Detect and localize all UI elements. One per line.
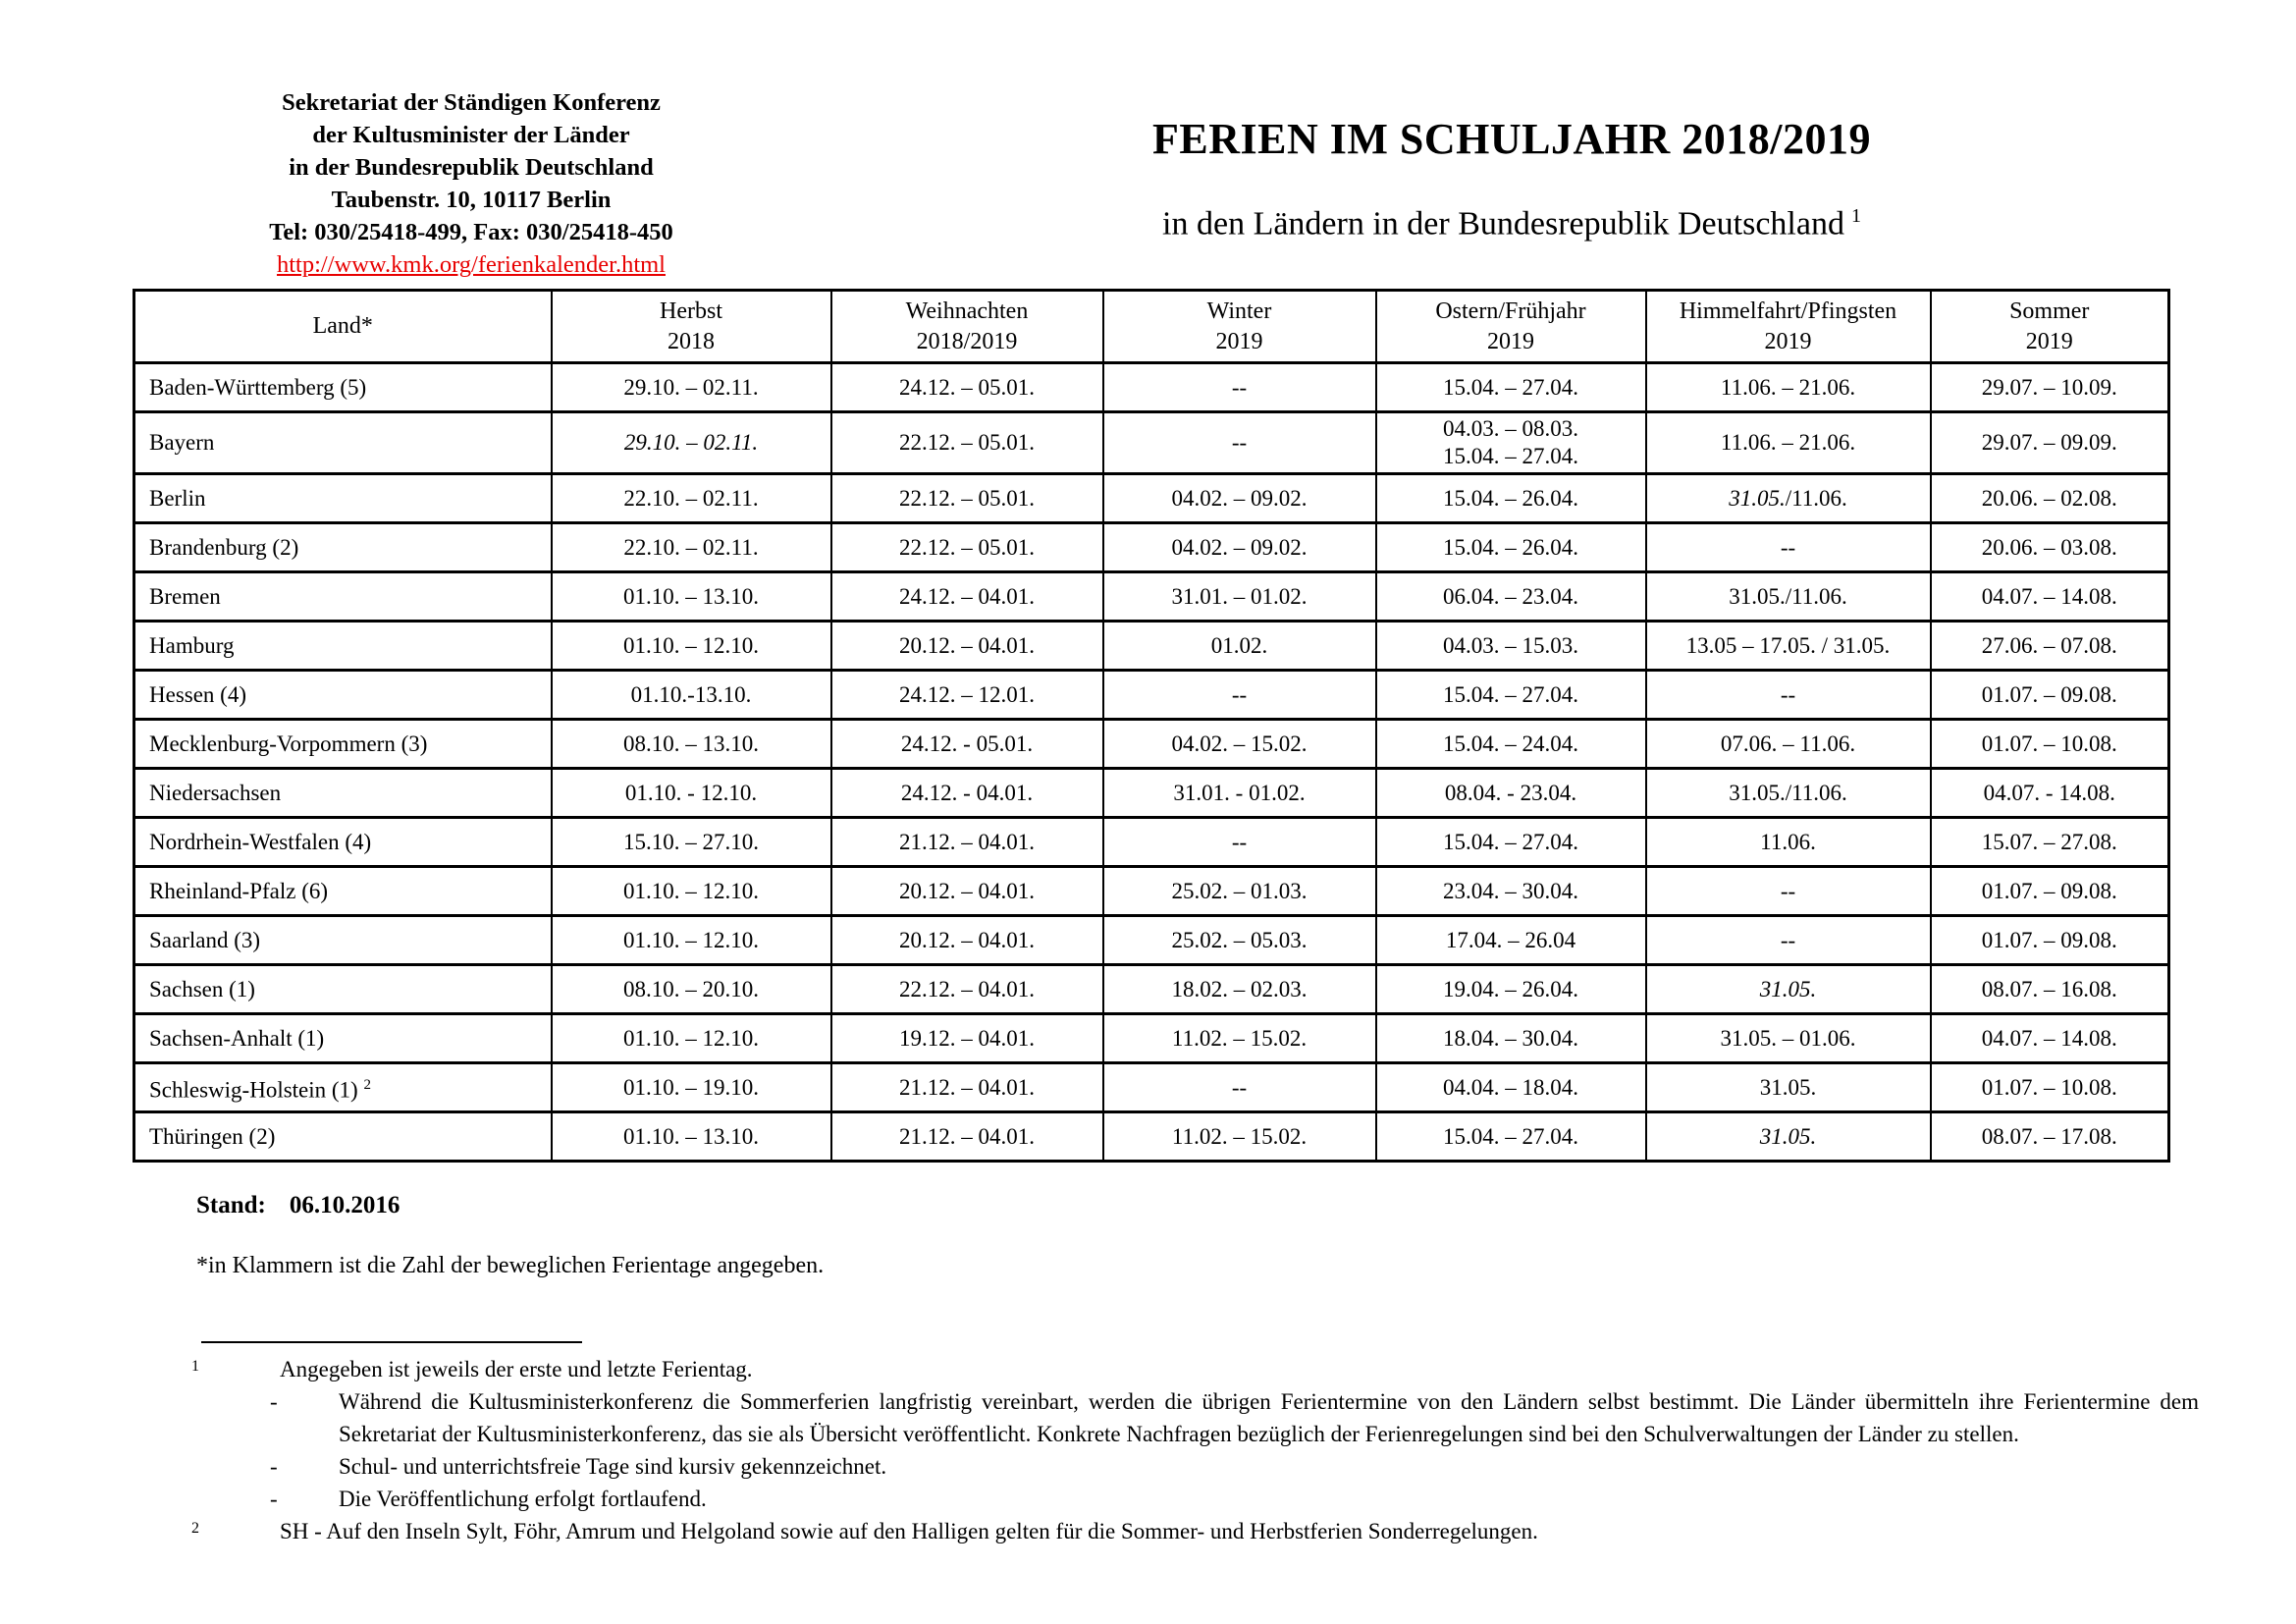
weihnachten-cell: 19.12. – 04.01. — [831, 1014, 1103, 1063]
winter-cell: 01.02. — [1103, 622, 1376, 671]
sender-address-block — [182, 86, 761, 281]
himmelfahrt-cell: -- — [1646, 523, 1931, 572]
himmelfahrt-cell: 31.05./11.06. — [1646, 474, 1931, 523]
himmelfahrt-cell: 31.05./11.06. — [1646, 769, 1931, 818]
page-title: FERIEN IM SCHULJAHR 2018/2019 — [1152, 115, 1871, 163]
weihnachten-cell: 20.12. – 04.01. — [831, 916, 1103, 965]
land-cell: Rheinland-Pfalz (6) — [134, 867, 552, 916]
herbst-cell: 22.10. – 02.11. — [552, 474, 831, 523]
ostern-cell: 18.04. – 30.04. — [1376, 1014, 1646, 1063]
stand-value: 06.10.2016 — [289, 1192, 400, 1218]
ostern-cell: 08.04. - 23.04. — [1376, 769, 1646, 818]
sender-line-4: Taubenstr. 10, 10117 Berlin — [331, 187, 612, 213]
sender-line-1: Sekretariat der Ständigen Konferenz — [282, 89, 661, 116]
himmelfahrt-cell: -- — [1646, 671, 1931, 720]
herbst-cell: 01.10. – 13.10. — [552, 1112, 831, 1162]
table-row — [134, 720, 2169, 769]
winter-cell: 04.02. – 09.02. — [1103, 474, 1376, 523]
table-row — [134, 769, 2169, 818]
winter-cell: -- — [1103, 818, 1376, 867]
ostern-cell: 15.04. – 27.04. — [1376, 1112, 1646, 1162]
herbst-cell: 08.10. – 20.10. — [552, 965, 831, 1014]
table-row — [134, 818, 2169, 867]
winter-cell: 04.02. – 15.02. — [1103, 720, 1376, 769]
winter-cell: -- — [1103, 363, 1376, 412]
ostern-cell: 15.04. – 26.04. — [1376, 474, 1646, 523]
footnote-ref-1: 1 — [1850, 205, 1861, 227]
winter-cell: 18.02. – 02.03. — [1103, 965, 1376, 1014]
sommer-cell: 01.07. – 09.08. — [1931, 671, 2169, 720]
col-header-sommer: Sommer 2019 — [1931, 291, 2169, 363]
weihnachten-cell: 24.12. – 04.01. — [831, 572, 1103, 622]
himmelfahrt-cell: 31.05./11.06. — [1646, 572, 1931, 622]
himmelfahrt-cell: 31.05. — [1646, 1063, 1931, 1112]
footnote-2-text: SH - Auf den Inseln Sylt, Föhr, Amrum und Helgoland sowie auf den Halligen gelten für die Sommer- und Herbstferien Sonderregelungen. — [280, 1519, 1538, 1543]
herbst-cell: 01.10. – 13.10. — [552, 572, 831, 622]
table-row — [134, 1014, 2169, 1063]
dash-bullet: - — [270, 1389, 278, 1414]
land-cell: Thüringen (2) — [134, 1112, 552, 1162]
footnote-1-item — [270, 1450, 2199, 1483]
ostern-cell: 04.03. – 15.03. — [1376, 622, 1646, 671]
land-cell: Mecklenburg-Vorpommern (3) — [134, 720, 552, 769]
header-row — [134, 291, 2169, 363]
sommer-cell: 27.06. – 07.08. — [1931, 622, 2169, 671]
himmelfahrt-cell: 31.05. — [1646, 1112, 1931, 1162]
herbst-cell: 01.10. – 12.10. — [552, 916, 831, 965]
table-row — [134, 916, 2169, 965]
col-header-winter: Winter 2019 — [1103, 291, 1376, 363]
land-cell: Nordrhein-Westfalen (4) — [134, 818, 552, 867]
himmelfahrt-cell: -- — [1646, 916, 1931, 965]
sommer-cell: 29.07. – 10.09. — [1931, 363, 2169, 412]
himmelfahrt-cell: 11.06. — [1646, 818, 1931, 867]
title-block — [1011, 114, 2012, 243]
parentheses-note: *in Klammern ist die Zahl der beweglichen Ferientage angegeben. — [196, 1253, 825, 1278]
himmelfahrt-cell: 13.05 – 17.05. / 31.05. — [1646, 622, 1931, 671]
sommer-cell: 20.06. – 02.08. — [1931, 474, 2169, 523]
footnote-1-item-text: Die Veröffentlichung erfolgt fortlaufend. — [339, 1487, 707, 1511]
col-header-himmelfahrt: Himmelfahrt/Pfingsten 2019 — [1646, 291, 1931, 363]
herbst-cell: 29.10. – 02.11. — [552, 363, 831, 412]
table-row — [134, 622, 2169, 671]
sommer-cell: 01.07. – 10.08. — [1931, 720, 2169, 769]
dash-bullet: - — [270, 1454, 278, 1479]
winter-cell: -- — [1103, 671, 1376, 720]
winter-cell: 11.02. – 15.02. — [1103, 1112, 1376, 1162]
col-header-weihnachten: Weihnachten 2018/2019 — [831, 291, 1103, 363]
footnote-1-intro: Angegeben ist jeweils der erste und letzte Ferientag. — [280, 1357, 753, 1381]
sommer-cell: 04.07. - 14.08. — [1931, 769, 2169, 818]
sender-line-3: in der Bundesrepublik Deutschland — [289, 154, 654, 181]
table-row — [134, 363, 2169, 412]
sommer-cell: 04.07. – 14.08. — [1931, 572, 2169, 622]
winter-cell: 25.02. – 01.03. — [1103, 867, 1376, 916]
land-cell: Berlin — [134, 474, 552, 523]
sommer-cell: 01.07. – 09.08. — [1931, 916, 2169, 965]
holiday-table — [133, 289, 2170, 1163]
weihnachten-cell: 24.12. - 04.01. — [831, 769, 1103, 818]
page-subtitle — [1011, 205, 2012, 243]
footnote-separator — [201, 1341, 582, 1343]
subtitle-text: in den Ländern in der Bundesrepublik Deutschland — [1162, 205, 1844, 243]
sommer-cell: 15.07. – 27.08. — [1931, 818, 2169, 867]
footnote-1-marker: 1 — [191, 1358, 199, 1375]
dash-bullet: - — [270, 1487, 278, 1511]
footnote-2-marker: 2 — [191, 1520, 199, 1537]
himmelfahrt-cell: 31.05. – 01.06. — [1646, 1014, 1931, 1063]
ostern-cell: 15.04. – 27.04. — [1376, 671, 1646, 720]
herbst-cell: 01.10. – 19.10. — [552, 1063, 831, 1112]
table-row — [134, 412, 2169, 474]
ostern-cell: 19.04. – 26.04. — [1376, 965, 1646, 1014]
table-row — [134, 1063, 2169, 1112]
holiday-table-body — [134, 363, 2169, 1162]
land-cell: Sachsen (1) — [134, 965, 552, 1014]
table-row — [134, 572, 2169, 622]
sommer-cell: 08.07. – 17.08. — [1931, 1112, 2169, 1162]
himmelfahrt-cell: 11.06. – 21.06. — [1646, 412, 1931, 474]
weihnachten-cell: 22.12. – 05.01. — [831, 412, 1103, 474]
sommer-cell: 20.06. – 03.08. — [1931, 523, 2169, 572]
land-cell: Brandenburg (2) — [134, 523, 552, 572]
sommer-cell: 01.07. – 09.08. — [1931, 867, 2169, 916]
ostern-cell: 15.04. – 26.04. — [1376, 523, 1646, 572]
land-cell: Schleswig-Holstein (1) $^2$ — [134, 1063, 552, 1112]
land-cell: Bayern — [134, 412, 552, 474]
table-row — [134, 867, 2169, 916]
himmelfahrt-cell: 11.06. – 21.06. — [1646, 363, 1931, 412]
footnote-1-item-text: Während die Kultusministerkonferenz die Sommerferien langfristig vereinbart, werden die übrigen Ferientermine von den Ländern selbst bestimmt. Die Länder übermitteln ihre Ferientermine dem Sekretariat der Kultusministerkonferenz, das sie als Übersicht veröffentlicht. Konkrete Nachfragen bezüglich der Ferienregelungen sind bei den Schulverwaltungen der Länder zu stellen. — [339, 1389, 2199, 1446]
col-header-land: Land* — [134, 291, 552, 363]
ostern-cell: 15.04. – 24.04. — [1376, 720, 1646, 769]
sommer-cell: 29.07. – 09.09. — [1931, 412, 2169, 474]
winter-cell: 04.02. – 09.02. — [1103, 523, 1376, 572]
ostern-cell: 17.04. – 26.04 — [1376, 916, 1646, 965]
ferienkalender-link[interactable]: http://www.kmk.org/ferienkalender.html — [276, 251, 666, 278]
ostern-cell: 15.04. – 27.04. — [1376, 363, 1646, 412]
table-row — [134, 965, 2169, 1014]
sommer-cell: 04.07. – 14.08. — [1931, 1014, 2169, 1063]
sommer-cell: 01.07. – 10.08. — [1931, 1063, 2169, 1112]
weihnachten-cell: 21.12. – 04.01. — [831, 1112, 1103, 1162]
herbst-cell: 15.10. – 27.10. — [552, 818, 831, 867]
col-header-ostern: Ostern/Frühjahr 2019 — [1376, 291, 1646, 363]
herbst-cell: 01.10. - 12.10. — [552, 769, 831, 818]
sender-line-5: Tel: 030/25418-499, Fax: 030/25418-450 — [269, 219, 673, 245]
himmelfahrt-cell: 07.06. – 11.06. — [1646, 720, 1931, 769]
footnote-1-item-text: Schul- und unterrichtsfreie Tage sind kursiv gekennzeichnet. — [339, 1454, 887, 1479]
herbst-cell: 01.10. – 12.10. — [552, 622, 831, 671]
winter-cell: 25.02. – 05.03. — [1103, 916, 1376, 965]
land-cell: Hamburg — [134, 622, 552, 671]
weihnachten-cell: 22.12. – 04.01. — [831, 965, 1103, 1014]
sommer-cell: 08.07. – 16.08. — [1931, 965, 2169, 1014]
table-row — [134, 671, 2169, 720]
herbst-cell: 01.10. – 12.10. — [552, 867, 831, 916]
weihnachten-cell: 24.12. - 05.01. — [831, 720, 1103, 769]
land-cell: Niedersachsen — [134, 769, 552, 818]
winter-cell: -- — [1103, 1063, 1376, 1112]
land-cell: Baden-Württemberg (5) — [134, 363, 552, 412]
weihnachten-cell: 20.12. – 04.01. — [831, 622, 1103, 671]
footnote-2 — [191, 1515, 2199, 1547]
footnote-1-item — [270, 1483, 2199, 1515]
weihnachten-cell: 21.12. – 04.01. — [831, 818, 1103, 867]
winter-cell: 31.01. - 01.02. — [1103, 769, 1376, 818]
herbst-cell: 01.10.-13.10. — [552, 671, 831, 720]
land-cell: Bremen — [134, 572, 552, 622]
winter-cell: 31.01. – 01.02. — [1103, 572, 1376, 622]
footnotes — [191, 1353, 2199, 1547]
stand-line — [196, 1192, 400, 1219]
winter-cell: -- — [1103, 412, 1376, 474]
table-row — [134, 1112, 2169, 1162]
land-cell: Hessen (4) — [134, 671, 552, 720]
footnote-1 — [191, 1353, 2199, 1515]
ostern-cell: 06.04. – 23.04. — [1376, 572, 1646, 622]
table-row — [134, 474, 2169, 523]
weihnachten-cell: 22.12. – 05.01. — [831, 523, 1103, 572]
weihnachten-cell: 24.12. – 12.01. — [831, 671, 1103, 720]
col-header-herbst: Herbst 2018 — [552, 291, 831, 363]
herbst-cell: 01.10. – 12.10. — [552, 1014, 831, 1063]
herbst-cell: 08.10. – 13.10. — [552, 720, 831, 769]
sender-line-2: der Kultusminister der Länder — [312, 122, 630, 148]
weihnachten-cell: 22.12. – 05.01. — [831, 474, 1103, 523]
ostern-cell: 04.03. – 08.03. 15.04. – 27.04. — [1376, 412, 1646, 474]
herbst-cell: 22.10. – 02.11. — [552, 523, 831, 572]
ostern-cell: 04.04. – 18.04. — [1376, 1063, 1646, 1112]
footnote-1-item — [270, 1385, 2199, 1450]
land-cell: Saarland (3) — [134, 916, 552, 965]
weihnachten-cell: 21.12. – 04.01. — [831, 1063, 1103, 1112]
himmelfahrt-cell: -- — [1646, 867, 1931, 916]
weihnachten-cell: 24.12. – 05.01. — [831, 363, 1103, 412]
ostern-cell: 23.04. – 30.04. — [1376, 867, 1646, 916]
weihnachten-cell: 20.12. – 04.01. — [831, 867, 1103, 916]
herbst-cell: 29.10. – 02.11. — [552, 412, 831, 474]
stand-label: Stand: — [196, 1192, 266, 1218]
winter-cell: 11.02. – 15.02. — [1103, 1014, 1376, 1063]
ostern-cell: 15.04. – 27.04. — [1376, 818, 1646, 867]
table-row — [134, 523, 2169, 572]
land-cell: Sachsen-Anhalt (1) — [134, 1014, 552, 1063]
himmelfahrt-cell: 31.05. — [1646, 965, 1931, 1014]
